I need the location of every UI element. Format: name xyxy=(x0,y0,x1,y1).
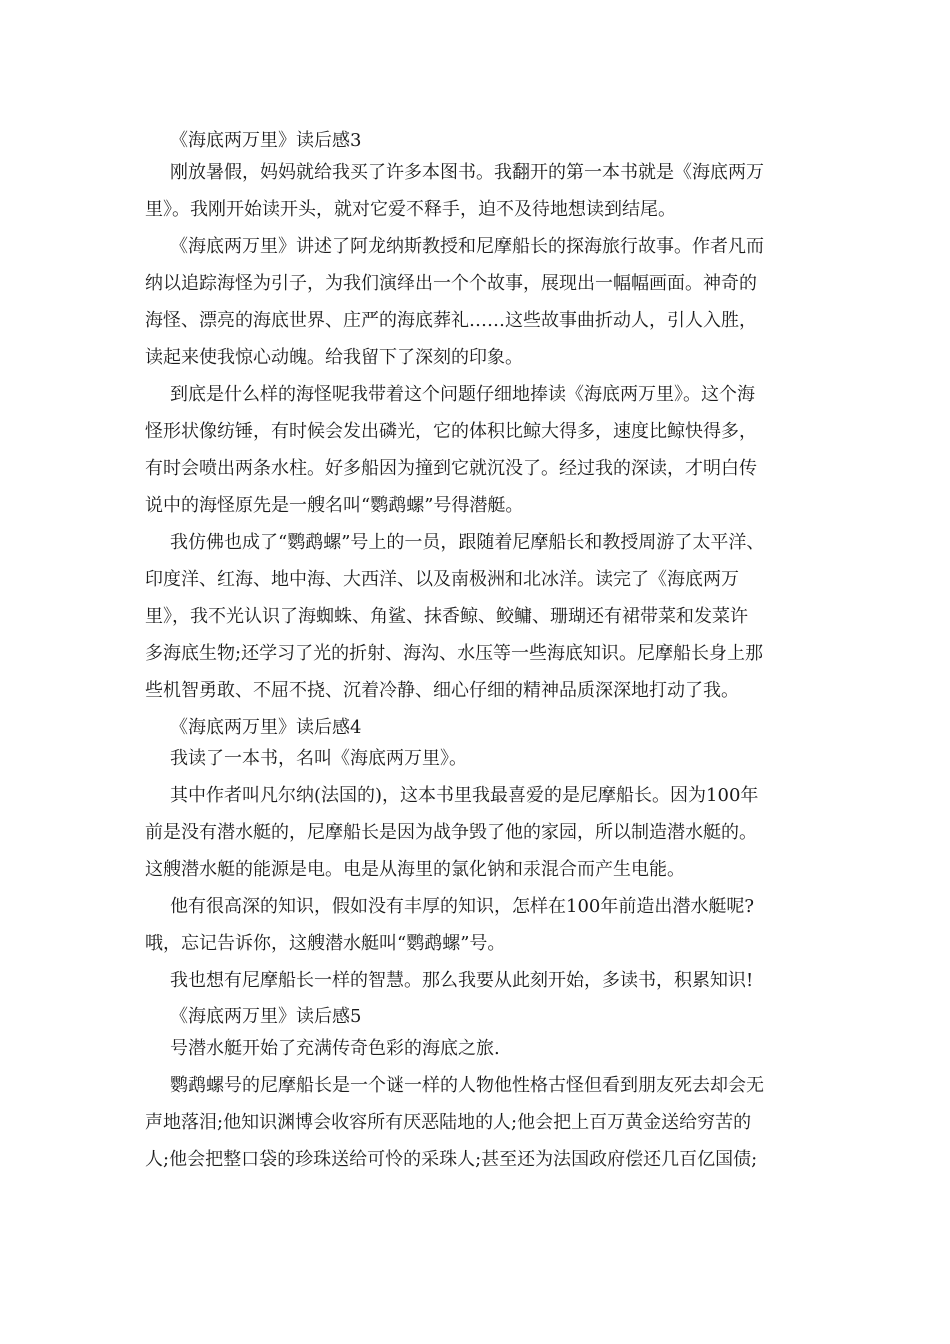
text-line: 号潜水艇开始了充满传奇色彩的海底之旅. xyxy=(170,1038,500,1059)
text-line: 声地落泪;他知识渊博会收容所有厌恶陆地的人;他会把上百万黄金送给穷苦的 xyxy=(145,1112,752,1133)
section-heading-3: 《海底两万里》读后感3 xyxy=(170,130,362,151)
text-line: 我也想有尼摩船长一样的智慧。那么我要从此刻开始，多读书，积累知识! xyxy=(170,970,754,991)
section-heading-4: 《海底两万里》读后感4 xyxy=(170,717,362,738)
text-line: 这艘潜水艇的能源是电。电是从海里的氯化钠和汞混合而产生电能。 xyxy=(145,859,685,880)
text-line: 我仿佛也成了“鹦鹉螺”号上的一员，跟随着尼摩船长和教授周游了太平洋、 xyxy=(170,532,765,553)
text-line: 人;他会把整口袋的珍珠送给可怜的采珠人;甚至还为法国政府偿还几百亿国债; xyxy=(145,1149,758,1170)
text-line: 里》，我不光认识了海蜘蛛、角鲨、抹香鲸、鲛鳙、珊瑚还有裙带菜和发菜许 xyxy=(145,606,748,627)
text-line: 到底是什么样的海怪呢我带着这个问题仔细地捧读《海底两万里》。这个海 xyxy=(170,384,755,405)
text-line: 哦，忘记告诉你，这艘潜水艇叫“鹦鹉螺”号。 xyxy=(145,933,506,954)
text-line: 里》。我刚开始读开头，就对它爱不释手，迫不及待地想读到结尾。 xyxy=(145,199,676,220)
text-line: 印度洋、红海、地中海、大西洋、以及南极洲和北冰洋。读完了《海底两万 xyxy=(145,569,739,590)
text-line: 我读了一本书，名叫《海底两万里》。 xyxy=(170,748,467,769)
text-line: 说中的海怪原先是一艘名叫“鹦鹉螺”号得潜艇。 xyxy=(145,495,524,516)
text-line: 些机智勇敢、不屈不挠、沉着冷静、细心仔细的精神品质深深地打动了我。 xyxy=(145,680,739,701)
text-line: 有时会喷出两条水柱。好多船因为撞到它就沉没了。经过我的深读，才明白传 xyxy=(145,458,757,479)
section-heading-5: 《海底两万里》读后感5 xyxy=(170,1006,362,1027)
text-line: 读起来使我惊心动魄。给我留下了深刻的印象。 xyxy=(145,347,523,368)
text-line: 刚放暑假，妈妈就给我买了许多本图书。我翻开的第一本书就是《海底两万 xyxy=(170,162,764,183)
text-line: 《海底两万里》讲述了阿龙纳斯教授和尼摩船长的探海旅行故事。作者凡而 xyxy=(170,236,764,257)
text-line: 其中作者叫凡尔纳(法国的)，这本书里我最喜爱的是尼摩船长。因为100年 xyxy=(170,785,759,806)
text-line: 鹦鹉螺号的尼摩船长是一个谜一样的人物他性格古怪但看到朋友死去却会无 xyxy=(170,1075,764,1096)
text-line: 怪形状像纺锤，有时候会发出磷光，它的体积比鲸大得多，速度比鲸快得多， xyxy=(145,421,757,442)
text-line: 纳以追踪海怪为引子，为我们演绎出一个个故事，展现出一幅幅画面。神奇的 xyxy=(145,273,757,294)
text-line: 前是没有潜水艇的，尼摩船长是因为战争毁了他的家园，所以制造潜水艇的。 xyxy=(145,822,757,843)
text-line: 他有很高深的知识，假如没有丰厚的知识，怎样在100年前造出潜水艇呢? xyxy=(170,896,755,917)
text-line: 多海底生物;还学习了光的折射、海沟、水压等一些海底知识。尼摩船长身上那 xyxy=(145,643,764,664)
text-line: 海怪、漂亮的海底世界、庄严的海底葬礼……这些故事曲折动人，引人入胜， xyxy=(145,310,757,331)
